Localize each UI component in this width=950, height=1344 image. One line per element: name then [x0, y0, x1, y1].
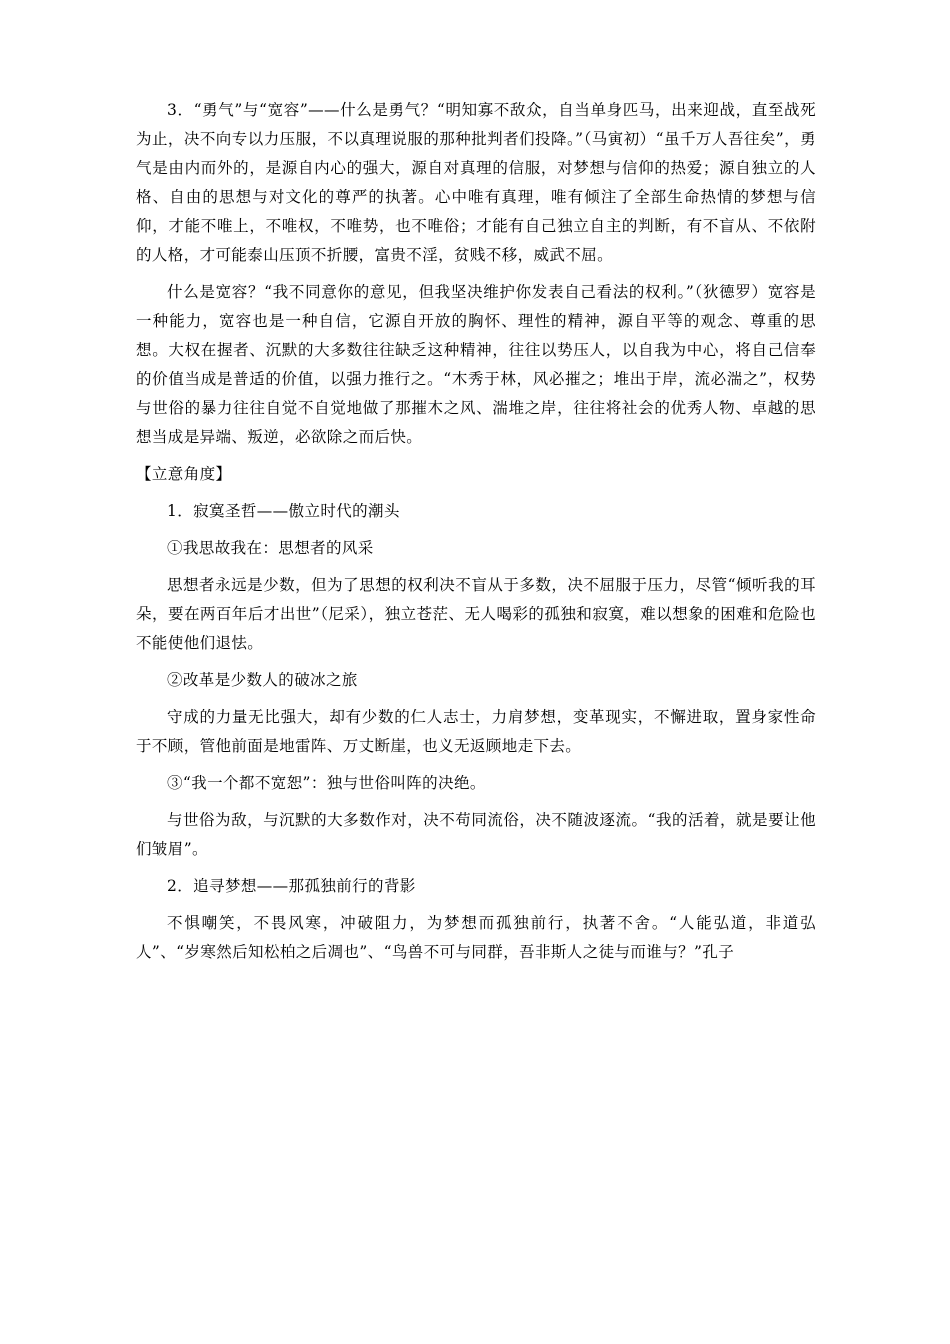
sub1-text: 思想者永远是少数，但为了思想的权利决不盲从于多数，决不屈服于压力，尽管“倾听我的耳朵，要在两百年后才出世”（尼采），独立苍茫、无人喝彩的孤独和寂寞，难以想象的困难和危险也不能使他们退怯。 — [136, 576, 816, 652]
point2-text: 不惧嘲笑，不畏风寒，冲破阻力，为梦想而孤独前行，执著不舍。“人能弘道，非道弘人”、“岁寒然后知松柏之后凋也”、“鸟兽不可与同群，吾非斯人之徒与而谁与？”孔子 — [136, 914, 816, 961]
point2-title: 2．追寻梦想——那孤独前行的背影 — [167, 877, 416, 895]
sub3-title: ③“我一个都不宽恕”：独与世俗叫阵的决绝。 — [167, 774, 486, 792]
point1-title: 1．寂寞圣哲——傲立时代的潮头 — [167, 502, 400, 520]
sub2-title: ②改革是少数人的破冰之旅 — [167, 671, 358, 689]
paragraph-tolerance: 什么是宽容？“我不同意你的意见，但我坚决维护你发表自己看法的权利。”（狄德罗）宽容是一种能力，宽容也是一种自信，它源自开放的胸怀、理性的精神，源自平等的观念、尊重的思想。大权在握者、沉默的大多数往往缺乏这种精神，往往以势压人，以自我为中心，将自己信奉的价值当成是普适的价值，以强力推行之。“木秀于林，风必摧之；堆出于岸，流必湍之”，权势与世俗的暴力往往自觉不自觉地做了那摧木之风、湍堆之岸，往往将社会的优秀人物、卓越的思想当成是异端、叛逆，必欲除之而后快。 — [136, 283, 816, 446]
paragraph-courage: 3．“勇气”与“宽容”——什么是勇气？“明知寡不敌众，自当单身匹马，出来迎战，直至战死为止，决不向专以力压服，不以真理说服的那种批判者们投降。”（马寅初）“虽千万人吾往矣”，勇气是由内而外的，是源自内心的强大，源自对真理的信服，对梦想与信仰的热爱；源自独立的人格、自由的思想与对文化的尊严的执著。心中唯有真理，唯有倾注了全部生命热情的梦想与信仰，才能不唯上，不唯权，不唯势，也不唯俗；才能有自己独立自主的判断，有不盲从、不依附的人格，才可能泰山压顶不折腰，富贵不淫，贫贱不移，威武不屈。 — [136, 101, 816, 264]
document-page — [136, 96, 816, 975]
section-heading: 【立意角度】 — [136, 465, 232, 483]
sub1-title: ①我思故我在：思想者的风采 — [167, 539, 374, 557]
sub3-text: 与世俗为敌，与沉默的大多数作对，决不苟同流俗，决不随波逐流。“我的活着，就是要让他们皱眉”。 — [136, 811, 816, 858]
sub2-text: 守成的力量无比强大，却有少数的仁人志士，力肩梦想，变革现实，不懈进取，置身家性命于不顾，管他前面是地雷阵、万丈断崖，也义无返顾地走下去。 — [136, 708, 816, 755]
